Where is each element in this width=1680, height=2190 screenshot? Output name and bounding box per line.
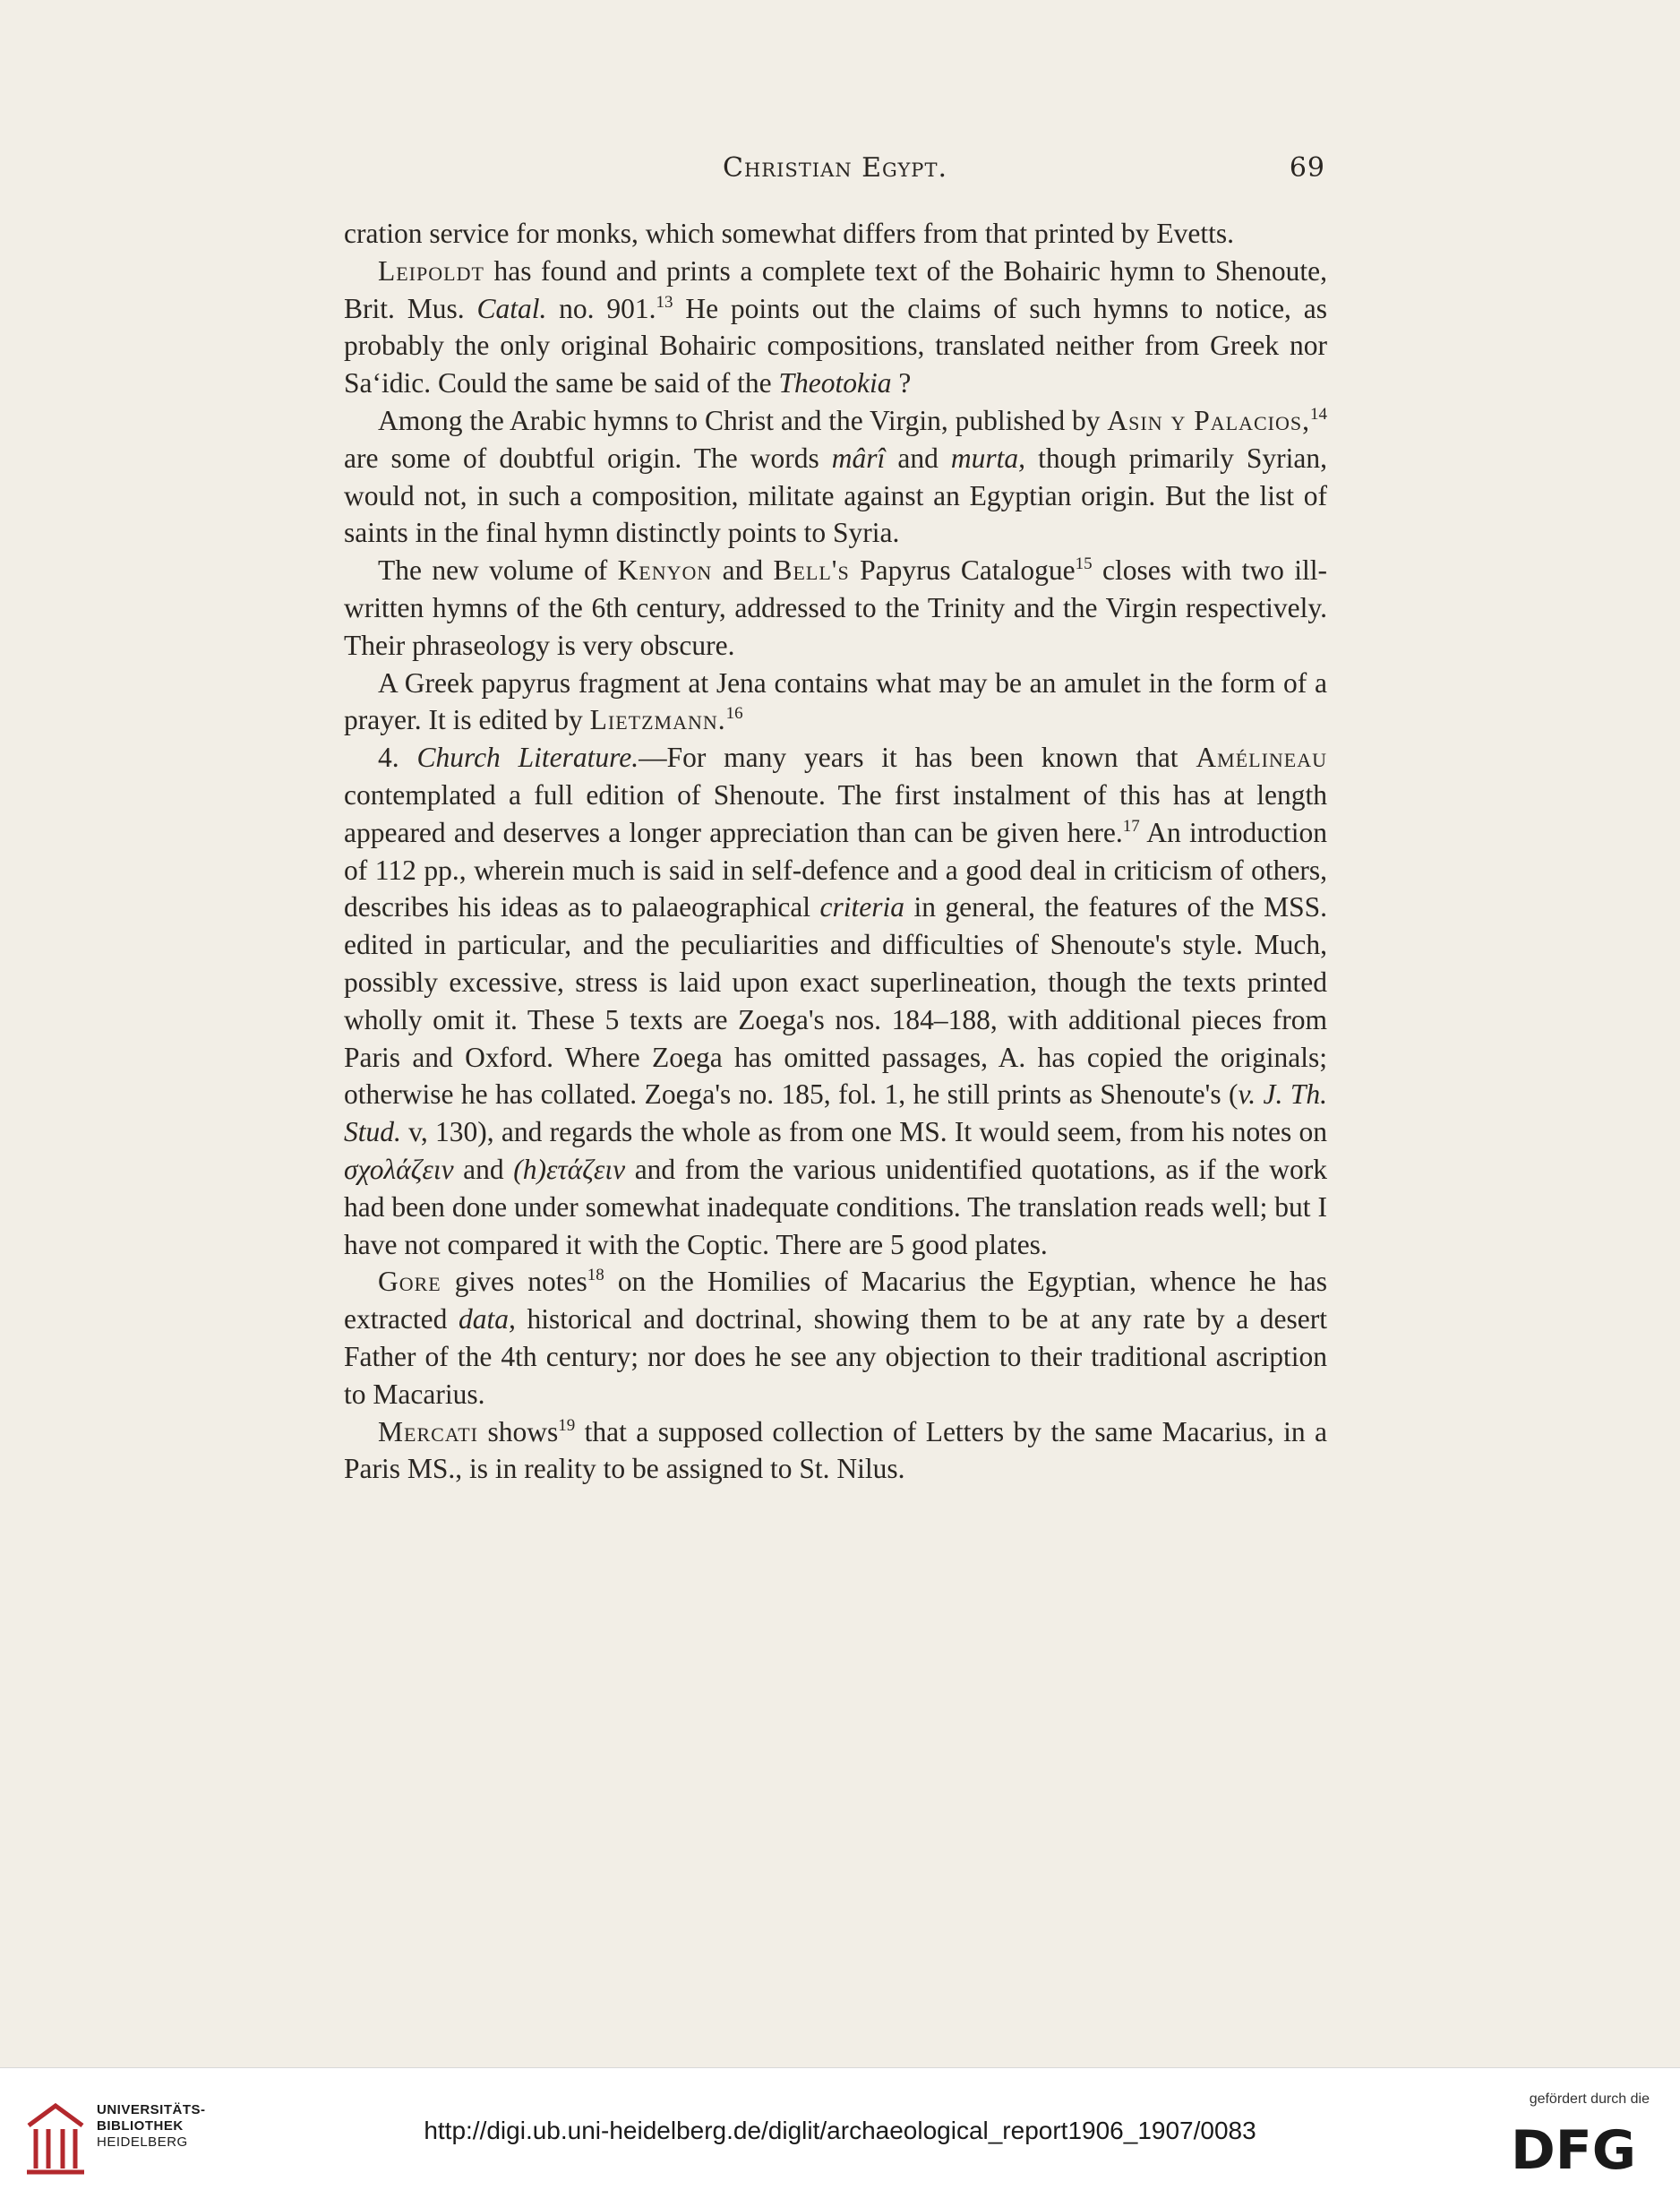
author-name: Mercati [378, 1415, 479, 1447]
italic-term: Theotokia [778, 367, 892, 399]
text-run: in general, the features of the MSS. edited in particular, and the peculiarities and difficulties of Shenoute's style. Much, possibly excessive, stress is laid upon exact superlineation, though the texts printed wholly omit it. These 5 texts are Zoega's nos. 184–188, with additional pieces from Paris and Oxford. Where Zoega has omitted passages, A. has copied the originals; otherwise he has collated. Zoega's no. 185, fol. 1, he still prints as Shenoute's ( [344, 891, 1328, 1111]
paragraph-7 [344, 1263, 1327, 1413]
text-run: Papyrus Catalogue [849, 554, 1076, 587]
greek-term: (h)ετάζειν [513, 1153, 626, 1185]
page-header [345, 152, 1325, 195]
text-run: closes with two ill-written hymns of the 6th century, addressed to the Trinity and the Virgin respectively. Their phraseology is very obscure. [344, 554, 1327, 661]
italic-term: data, [459, 1303, 516, 1335]
paragraph-1: cration service for monks, which somewhat differs from that printed by Evetts. [344, 218, 1235, 249]
footnote-ref: 17 [1122, 816, 1140, 836]
author-name: Asin y Palacios, [1107, 404, 1310, 436]
text-run: has found and prints a complete text of the Bohairic hymn to Shenoute, Brit. Mus. [344, 254, 1327, 324]
paragraph-6 [344, 739, 1327, 1263]
author-name: Amélineau [1196, 742, 1328, 774]
italic-term: v. J. Th. Stud. [344, 1078, 1327, 1148]
permalink-url[interactable]: http://digi.ub.uni-heidelberg.de/diglit/archaeological_report1906_1907/0083 [424, 2117, 1256, 2144]
author-name: Lietzmann. [589, 704, 726, 736]
text-run: v, 130), and regards the whole as from one MS. It would seem, from his notes on [400, 1116, 1327, 1148]
body-text [344, 215, 1327, 1488]
funded-by-label: gefördert durch die [1529, 2091, 1650, 2107]
text-run: historical and doctrinal, showing them to be at any rate by a desert Father of the 4th century; nor does he see any objection to their traditional ascription to Macarius. [344, 1303, 1327, 1410]
italic-term: murta, [950, 442, 1026, 474]
section-number: 4. [378, 742, 417, 774]
text-run: The new volume of [378, 554, 618, 587]
digitization-footer [0, 2067, 1680, 2190]
text-run: are some of doubtful origin. The words [344, 442, 832, 474]
author-name: Leipoldt [378, 254, 484, 287]
dfg-logo-text: DFG [1510, 2120, 1637, 2176]
library-name-line: UNIVERSITÄTS- [97, 2102, 206, 2117]
text-run: that a supposed collection of Letters by the same Macarius, in a Paris MS., is in reality to be assigned to St. Nilus. [344, 1415, 1327, 1485]
text-run: Among the Arabic hymns to Christ and the Virgin, published by [378, 404, 1108, 436]
footnote-ref: 13 [656, 292, 673, 312]
italic-term: Catal. [476, 292, 547, 324]
paragraph-2 [344, 253, 1327, 402]
text-run: shows [478, 1415, 559, 1447]
footnote-ref: 14 [1310, 404, 1327, 424]
text-run: and [453, 1153, 514, 1185]
library-name-line: BIBLIOTHEK [97, 2118, 184, 2134]
text-run: no. 901. [546, 292, 656, 324]
text-run: gives notes [441, 1266, 587, 1298]
text-run: on the Homilies of Macarius the Egyptian, whence he has extracted [344, 1266, 1327, 1335]
running-title: Christian Egypt. [723, 152, 947, 184]
paragraph-8 [344, 1413, 1327, 1489]
text-run: He points out the claims of such hymns to notice, as probably the only original Bohairic compositions, translated neither from Greek nor Sa‘idic. Could the same be said of the [344, 292, 1328, 399]
footnote-ref: 16 [725, 704, 743, 724]
footnote-ref: 18 [587, 1266, 604, 1285]
text-run: and [712, 554, 774, 587]
author-name: Gore [378, 1266, 441, 1298]
dfg-logo-icon [1497, 2120, 1650, 2176]
paragraph-4 [344, 552, 1327, 664]
greek-term: σχολάζειν [344, 1153, 454, 1185]
text-run: and [885, 442, 951, 474]
italic-term: mârî [831, 442, 886, 474]
text-run: An introduction of 112 pp., wherein much is said in self-defence and a good deal in criticism of others, describes his ideas as to palaeographical [344, 816, 1327, 923]
library-name-line: HEIDELBERG [97, 2134, 188, 2150]
author-name: Bell's [773, 554, 850, 587]
text-run: contemplated a full edition of Shenoute. The first instalment of this has at length appeared and deserves a longer appreciation than can be given here. [344, 778, 1327, 848]
paragraph-5 [344, 665, 1327, 740]
page-number: 69 [1289, 152, 1325, 184]
footnote-ref: 19 [558, 1415, 576, 1435]
section-heading: Church Literature. [416, 742, 639, 774]
text-run: ? [891, 367, 912, 399]
text-run: though primarily Syrian, would not, in such a composition, militate against an Egyptian origin. But the list of saints in the final hymn distinctly points to Syria. [344, 442, 1327, 549]
author-name: Kenyon [617, 554, 713, 587]
italic-term: criteria [819, 891, 904, 923]
text-run: —For many years it has been known that [639, 742, 1196, 774]
footnote-ref: 15 [1075, 554, 1093, 574]
paragraph-3 [344, 402, 1327, 552]
text-run: and from the various unidentified quotations, as if the work had been done under somewhat inadequate conditions. The translation reads well; but I have not compared it with the Coptic. There are 5 good plates. [344, 1153, 1327, 1260]
text-run: A Greek papyrus fragment at Jena contains what may be an amulet in the form of a prayer. It is edited by [344, 666, 1327, 736]
